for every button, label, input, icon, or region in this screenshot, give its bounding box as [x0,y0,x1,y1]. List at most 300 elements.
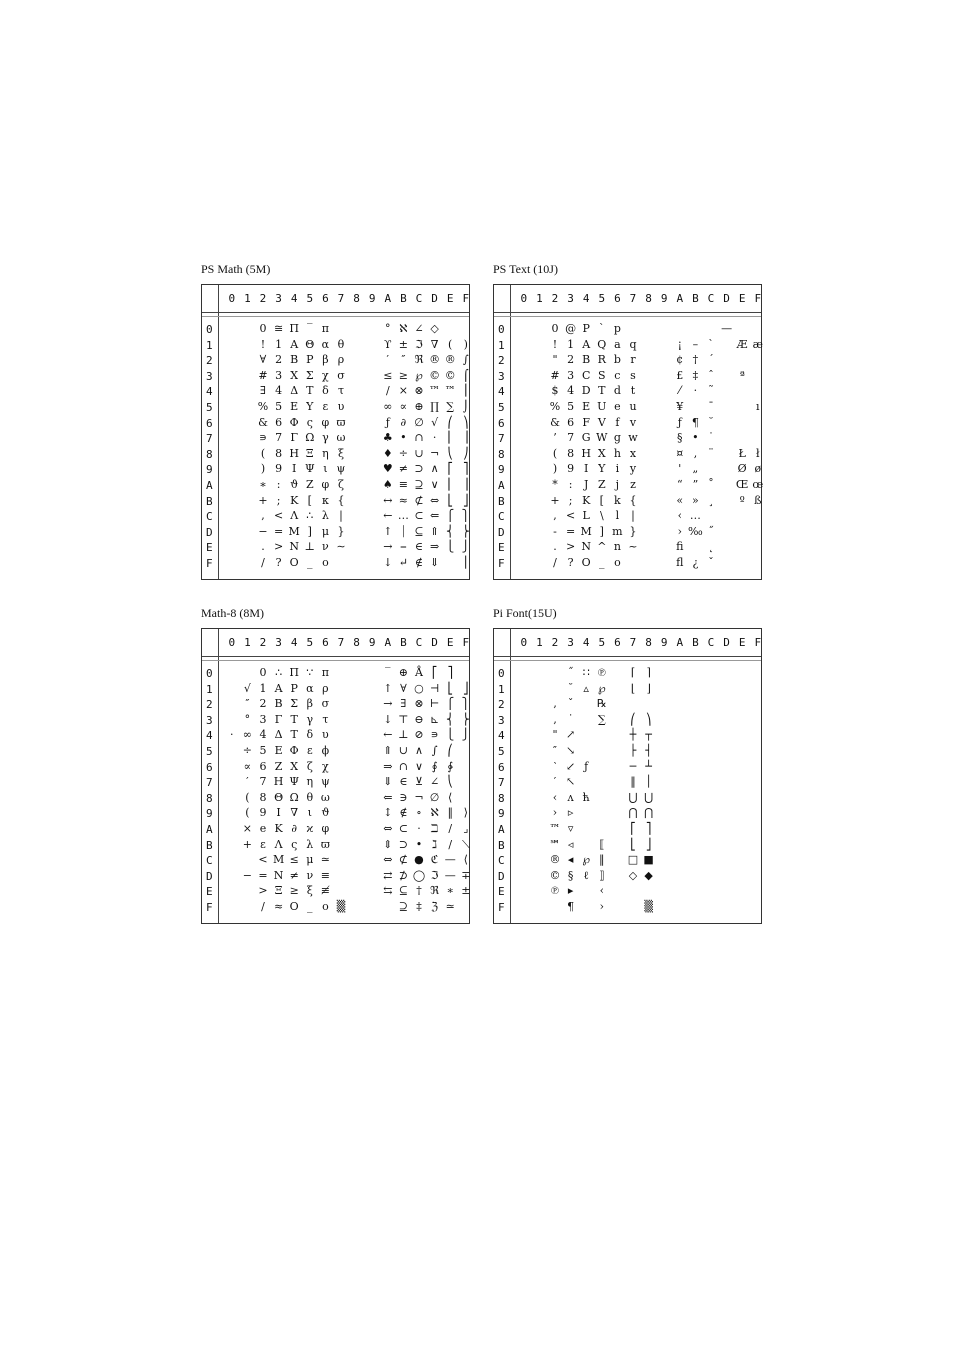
character-table [493,284,762,580]
column-header: 4 [290,636,298,649]
glyph-cell: › [677,524,682,538]
glyph-cell: ‡ [416,900,422,913]
glyph-cell: 5 [259,744,267,757]
glyph-cell: ¢ [676,353,684,367]
glyph-cell: h [613,446,621,460]
glyph-cell: □ [627,853,639,867]
glyph-cell: V [597,415,606,429]
glyph-cell: η [306,775,314,789]
glyph-cell: ⊥ [304,540,315,554]
glyph-cell: Ι [276,806,281,820]
glyph-cell: / [261,900,265,913]
glyph-cell: Ν [289,540,299,554]
glyph-cell: o [614,556,621,569]
glyph-cell: ⎫ [461,697,470,711]
glyph-cell: e [614,400,621,413]
glyph-cell: ϕ [321,744,330,757]
glyph-cell: ⇑ [429,524,440,538]
row-header: F [206,557,213,570]
glyph-cell: ℗ [597,666,606,679]
glyph-cell: ∳ [447,759,454,773]
glyph-cell: < [273,509,284,523]
column-header: E [738,636,746,649]
glyph-cell: : [276,478,281,491]
glyph-cell: − [242,868,252,882]
row-header: 5 [498,401,505,414]
glyph-cell: G [581,431,591,445]
glyph-cell: ᴧ [567,790,574,804]
glyph-cell: D [581,384,591,398]
glyph-cell: ⊻ [414,775,424,789]
column-header: F [754,292,762,305]
glyph-cell: > [258,884,268,898]
glyph-cell: ← [383,509,393,523]
glyph-cell: › [552,806,558,820]
glyph-cell: Π [289,666,299,679]
glyph-cell: ℶ [430,822,439,835]
glyph-cell: ß [754,493,762,507]
glyph-cell: ¿ [692,556,699,569]
character-table [201,628,470,924]
glyph-cell: Ξ [305,446,314,460]
glyph-cell: „ [692,462,699,476]
glyph-cell: ≤ [289,853,299,867]
glyph-cell: ⎛ [447,744,453,757]
column-header: 5 [598,292,606,305]
glyph-cell: " [552,353,558,367]
glyph-cell: ⎫ [461,509,470,523]
glyph-cell: ∴ [306,509,314,523]
glyph-cell: ÷ [398,446,408,460]
glyph-cell: 1 [259,681,267,695]
row-header: 1 [498,682,505,696]
glyph-cell: χ [322,368,329,382]
glyph-cell: κ [321,493,329,507]
glyph-cell: 6 [259,759,267,773]
glyph-cell: Τ [290,712,298,726]
glyph-cell: ≃ [320,853,330,867]
glyph-cell: Q [597,337,607,351]
glyph-cell: Α [274,681,283,695]
glyph-cell: ⎞ [645,712,652,726]
glyph-cell: \ [599,509,604,523]
glyph-cell: < [565,509,576,523]
glyph-cell: • [692,431,699,445]
glyph-cell: ▹ [567,806,574,820]
glyph-cell: 6 [567,415,575,429]
glyph-cell: Π [289,322,299,335]
glyph-cell: † [416,884,422,898]
glyph-cell: Α [290,337,299,351]
glyph-cell: ℨ [431,900,438,913]
glyph-cell: ○ [414,681,424,695]
glyph-cell: ∞ [383,400,393,413]
glyph-cell: ⊕ [398,666,408,679]
glyph-cell: ← [383,728,393,742]
glyph-cell: ⎥ [463,478,469,491]
glyph-cell: ∞ [242,728,252,742]
glyph-cell: ˜ [708,384,714,398]
row-header: D [206,869,213,883]
glyph-cell: ⎢ [447,478,453,491]
glyph-cell: ≤ [383,368,393,382]
header-divider [202,316,469,317]
glyph-cell: $ [551,384,559,398]
column-header: 9 [660,636,668,649]
glyph-cell: ◇ [430,322,439,335]
glyph-cell: ˇ [567,697,574,711]
glyph-cell: ≢ [320,884,330,898]
glyph-cell: { [337,493,345,507]
glyph-cell: S [598,368,606,382]
glyph-cell: P [582,322,590,335]
glyph-cell: — [721,322,733,335]
glyph-cell: ε [322,400,329,413]
glyph-cell: ⏐ [400,524,407,538]
glyph-cell: , [553,509,557,523]
glyph-cell: ∀ [259,353,267,367]
row-header: 0 [206,667,213,680]
glyph-cell: ↙ [565,759,576,773]
glyph-cell: ⎛ [630,712,636,726]
column-header: A [384,636,392,649]
row-header: 2 [498,354,505,368]
glyph-cell: ; [276,493,281,507]
glyph-cell: ┬ [645,728,652,742]
glyph-cell: K [582,493,591,507]
glyph-cell: ↑ [383,524,393,538]
glyph-cell: ∵ [306,666,314,679]
glyph-cell: ⎠ [463,446,469,460]
glyph-cell: ⊂ [398,822,408,835]
row-header: A [206,823,213,836]
column-header: D [723,292,730,305]
glyph-cell: ℑ [430,868,439,882]
glyph-cell: │ [645,775,652,789]
glyph-cell: φ [321,478,330,491]
glyph-cell: ‹ [599,884,604,898]
glyph-cell: ∉ [414,556,424,569]
glyph-cell: ϒ [384,337,392,351]
glyph-cell: I [584,462,589,476]
column-header: 6 [614,292,621,305]
glyph-cell: / [448,837,453,851]
glyph-cell: Ο [289,900,299,913]
column-header: 2 [259,636,267,649]
glyph-cell: 7 [567,431,575,445]
glyph-cell: æ [752,337,763,351]
glyph-cell: ℜ [430,884,440,898]
glyph-cell: ℵ [399,322,408,335]
column-header: 7 [629,292,637,305]
row-header: 2 [206,698,213,712]
glyph-cell: ζ [306,759,313,773]
glyph-cell: Β [274,697,283,711]
glyph-cell: 8 [567,446,575,460]
glyph-cell: θ [306,790,314,804]
glyph-cell: L [582,509,590,523]
glyph-cell: ≠ [289,868,299,882]
glyph-cell: · [417,822,421,835]
row-header: E [498,541,505,555]
column-header: 2 [551,292,559,305]
glyph-cell: ⊤ [398,712,409,726]
column-header: A [676,636,684,649]
glyph-cell: ’ [553,431,557,445]
glyph-cell: Δ [290,384,299,398]
glyph-cell: + [550,493,560,507]
glyph-cell: ⎡ [447,462,453,476]
glyph-cell: ® [444,353,456,367]
row-header: 7 [498,432,505,446]
row-header-divider [218,285,219,579]
glyph-cell: ω [336,431,346,445]
glyph-cell: ∑ [597,712,606,726]
glyph-cell: z [630,478,636,491]
glyph-cell: ├ [629,744,637,757]
glyph-cell: l [615,509,620,523]
column-header: F [462,292,470,305]
glyph-cell: Τ [290,728,298,742]
row-header: 7 [206,432,213,446]
glyph-cell: ′ [553,775,557,789]
glyph-cell: e [259,822,267,835]
glyph-cell: τ [337,384,345,398]
glyph-cell: # [550,368,560,382]
glyph-cell: ⊆ [398,884,408,898]
row-header: 8 [498,447,505,461]
glyph-cell: ξ [337,446,345,460]
glyph-cell: υ [322,728,329,742]
glyph-cell: ( [245,790,250,804]
glyph-cell: ⊇ [414,478,424,491]
glyph-cell: ↵ [398,556,408,569]
column-header: 0 [228,636,236,649]
glyph-cell: fl [676,556,684,569]
glyph-cell: ⟩ [463,806,468,820]
glyph-cell: φ [321,415,330,429]
glyph-cell: © [429,368,441,382]
glyph-cell: º [739,493,745,507]
glyph-cell: ⎦ [463,493,469,507]
glyph-cell: ∑ [446,400,455,413]
glyph-cell: ● [414,853,424,867]
column-header: E [446,292,454,305]
glyph-cell: ∈ [414,540,424,554]
glyph-cell: ∉ [399,806,408,820]
glyph-cell: Φ [289,415,299,429]
row-header: 2 [206,354,213,368]
row-header: 6 [206,760,213,774]
glyph-cell: ∂ [400,415,407,429]
row-header: 3 [206,713,213,727]
column-header: D [723,636,730,649]
glyph-cell: ″ [552,744,558,757]
glyph-cell: 7 [275,431,283,445]
glyph-cell: ⟨ [463,853,468,867]
glyph-cell: w [628,431,638,445]
glyph-cell: ` [708,337,714,351]
glyph-cell: ∃ [260,384,266,398]
glyph-cell: = [258,868,268,882]
glyph-cell: ∅ [429,790,440,804]
column-header: C [707,636,715,649]
glyph-cell: ª [739,368,745,382]
glyph-cell: ⇔ [429,493,440,507]
glyph-cell: d [613,384,621,398]
glyph-cell: ψ [336,462,346,476]
glyph-cell: ‚ [693,446,698,460]
glyph-cell: ∼ [336,540,346,554]
glyph-cell: ⊄ [398,853,408,867]
row-header: 6 [206,416,213,430]
glyph-cell: ⎝ [447,446,453,460]
glyph-cell: c [614,368,621,382]
row-header: C [498,854,505,868]
glyph-cell: [ [599,493,604,507]
glyph-cell: δ [306,728,314,742]
glyph-cell: ◃ [567,837,574,851]
glyph-cell: ⎦ [645,837,652,851]
glyph-cell: ⊕ [414,400,424,413]
glyph-cell: ⊆ [414,524,424,538]
column-header: B [692,292,699,305]
row-header: F [498,901,505,914]
column-header: 9 [368,292,376,305]
glyph-cell: " [552,728,558,742]
glyph-cell: N [581,540,591,554]
glyph-cell: ϑ [290,478,299,491]
glyph-cell: % [257,400,269,413]
glyph-cell: ▒ [336,900,346,913]
glyph-cell: ◂ [567,853,574,867]
glyph-cell: ~ [628,540,638,554]
glyph-cell: λ [306,837,314,851]
header-divider [494,660,761,661]
glyph-cell: ψ [321,775,330,789]
glyph-cell: Χ [290,759,299,773]
glyph-cell: ƒ [677,415,682,429]
glyph-cell: - [553,524,557,538]
glyph-cell: ┴ [645,759,652,773]
row-header: E [498,885,505,899]
glyph-cell: ε [260,837,266,851]
column-header: 1 [244,636,251,649]
glyph-cell: = [273,524,284,538]
glyph-cell: π [321,322,329,335]
glyph-cell: ⎦ [463,681,469,695]
glyph-cell: ♦ [382,446,393,460]
glyph-cell: ϰ [306,822,314,835]
glyph-cell: ρ [337,353,345,367]
glyph-cell: / [385,384,390,398]
glyph-cell: Γ [290,431,298,445]
glyph-cell: ⋃ [628,790,638,804]
row-header: F [498,557,505,570]
glyph-cell: ℷ [432,837,438,851]
glyph-cell: ↘ [565,744,576,757]
glyph-cell: ≥ [398,368,408,382]
glyph-cell: Æ [736,337,748,351]
glyph-cell: Z [597,478,606,491]
glyph-cell: ” [692,478,699,491]
glyph-cell: m [612,524,623,538]
glyph-cell: ∅ [414,415,424,429]
glyph-cell: ⊇ [398,900,408,913]
glyph-cell: β [322,353,329,367]
glyph-cell: ∂ [291,822,298,835]
glyph-cell: ) [463,337,468,351]
glyph-cell: — [444,853,456,867]
glyph-cell: ♠ [382,478,393,491]
glyph-cell: ‡ [692,368,699,382]
glyph-cell: ⊢ [429,697,440,711]
glyph-cell: ′ [246,775,249,789]
glyph-cell: ϖ [320,837,330,851]
glyph-cell: 0 [551,322,559,335]
glyph-cell: ⊃ [414,462,424,476]
column-header: 6 [322,292,329,305]
row-header: A [498,823,505,836]
glyph-cell: ℓ [583,868,589,882]
glyph-cell: ' [678,462,682,476]
glyph-cell: Ψ [289,775,300,789]
glyph-cell: ⊖ [414,712,424,726]
column-header: 6 [614,636,621,649]
column-header: 9 [368,636,376,649]
glyph-cell: – [692,337,699,351]
column-header: 3 [567,636,574,649]
glyph-cell: ) [260,462,266,476]
glyph-cell: ─ [629,759,637,773]
glyph-cell: ® [549,853,561,867]
glyph-cell: ∧ [430,462,439,476]
column-header: 5 [598,636,606,649]
row-header: 8 [498,791,505,805]
glyph-cell: ¬ [429,446,440,460]
glyph-cell: ± [461,884,471,898]
glyph-cell: ⎡ [630,822,636,835]
glyph-cell: × [242,822,252,835]
glyph-cell: Å [415,666,423,679]
glyph-cell: — [444,868,456,882]
glyph-cell: ⎞ [463,415,469,429]
row-header-divider [510,285,511,579]
glyph-cell: ™ [429,384,441,398]
glyph-cell: < [258,853,268,867]
row-header: 7 [206,776,213,790]
column-header: 1 [536,636,543,649]
glyph-cell: Σ [305,368,314,382]
glyph-cell: ¬ [414,790,424,804]
glyph-cell: ⌡ [462,400,469,413]
glyph-cell: ∀ [400,681,407,695]
glyph-cell: / [553,556,557,569]
column-header: 7 [629,636,637,649]
glyph-cell: ˙ [567,712,574,726]
glyph-cell: ϖ [336,415,346,429]
glyph-cell: ≠ [398,462,408,476]
glyph-cell: β [306,697,313,711]
glyph-cell: _ [307,900,313,913]
glyph-cell: Ξ [274,884,283,898]
glyph-cell: ; [568,493,573,507]
glyph-cell: W [596,431,608,445]
row-header: 5 [206,745,213,758]
glyph-cell: ˆ [708,368,714,382]
glyph-cell: ⎯ [400,540,407,554]
glyph-cell: > [565,540,576,554]
